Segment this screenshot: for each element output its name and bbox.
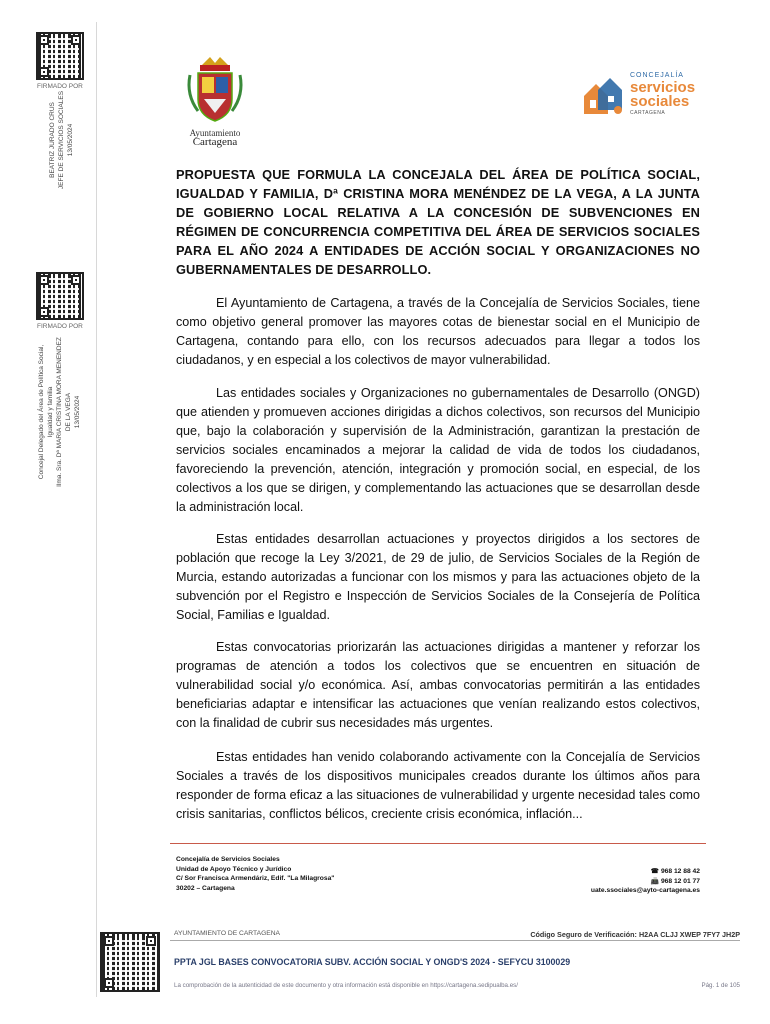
- concejalia-logo: [582, 72, 712, 122]
- signer-1-block: BEATRIZ JURADO CRUS JEFE DE SERVICIOS SOCIALES 13/05/2024: [49, 90, 74, 190]
- paragraph-3: Estas entidades desarrollan actuaciones y proyectos dirigidos a los sectores de población que recoge la Ley 3/2021, de 29 de julio, de Servicios Sociales de la Región de Murcia, estando autorizadas a funcionar con los mismos y para las actuaciones objeto de la subvención por el Registro e Inspección de Servicios Sociales de la Consejería de Política Social, Familias e Igualdad.: [176, 532, 700, 622]
- concejalia-small-label: CONCEJALÍA: [630, 72, 684, 79]
- footer-contact: [591, 867, 700, 896]
- verification-code: Código Seguro de Verificación: H2AA CLJJ XWEP 7FY7 JH2P: [530, 930, 740, 939]
- paragraph-2: Las entidades sociales y Organizaciones no gubernamentales de Desarrollo (ONGD) que atienden y promueven acciones dirigidas a dichos colectivos, son recursos del Municipio que, bajo la colaboración y supervisión de la Administración, garantizan la prestación de servicios sociales encaminados a mejorar la calidad de vida de todos los ciudadanos, favoreciendo la prevención, atención, integración y promoción social, en especial, de los colectivos a los que se dirigen, y complementando las actuaciones que se desarrollan desde la administración local.: [176, 386, 700, 514]
- ayuntamiento-label-1: Ayuntamiento: [189, 128, 241, 138]
- page-number: Pág. 1 de 105: [701, 982, 740, 989]
- concejalia-city: CARTAGENA: [630, 110, 666, 116]
- contact-email[interactable]: uate.ssociales@ayto-cartagena.es: [590, 887, 700, 894]
- paragraph-5: Estas entidades han venido colaborando activamente con la Concejalía de Servicios Sociales a través de los dispositivos municipales creados durante los últimos años para responder de forma eficaz a las situaciones de vulnerabilidad y urgente necesidad tales como crisis sanitarias, conflictos bélicos, creciente crisis económica, inflación...: [176, 750, 700, 821]
- paragraph-4: Estas convocatorias priorizarán las actuaciones dirigidas a mantener y reforzar los programas de atención a todos los colectivos que se encuentren en situación de vulnerabilidad social y/o económica. Así, ambas convocatorias permitirán a las entidades beneficiarias adaptar e intensificar las actuaciones que venían realizando estos colectivos, con la finalidad de cubrir sus necesidades más urgentes.: [176, 640, 700, 730]
- signature-qr-code-1: [36, 32, 84, 80]
- footer-address: Concejalía de Servicios Sociales Unidad de Apoyo Técnico y Jurídico C/ Sor Francisca Armendáriz, Edif. "La Milagrosa" 30202 – Cartagena: [176, 856, 335, 892]
- houses-logo-icon: [582, 72, 626, 116]
- document-title: PROPUESTA QUE FORMULA LA CONCEJALA DEL ÁREA DE POLÍTICA SOCIAL, IGUALDAD Y FAMILIA, Dª CRISTINA MORA MENÉNDEZ DE LA VEGA, A LA JUNTA DE GOBIERNO LOCAL RELATIVA A LA CONCESIÓN DE SUBVENCIONES EN RÉGIMEN DE CONCURRENCIA COMPETITIVA DEL ÁREA DE SERVICIOS SOCIALES PARA EL AÑO 2024 A ENTIDADES DE ACCIÓN SOCIAL Y ORGANIZACIONES NO GUBERNAMENTALES DE DESARROLLO.: [176, 167, 700, 277]
- signature-qr-code-2: [36, 272, 84, 320]
- concejalia-line2: sociales: [630, 93, 690, 110]
- fax-number: 968 12 01 77: [660, 877, 700, 885]
- organization-name: AYUNTAMIENTO DE CARTAGENA: [174, 930, 281, 937]
- document-reference: PPTA JGL BASES CONVOCATORIA SUBV. ACCIÓN SOCIAL Y ONGD'S 2024 - SEFYCU 3100029: [174, 957, 571, 967]
- signed-by-label-1: FIRMADO POR: [37, 83, 83, 90]
- footer-divider: [170, 843, 706, 844]
- phone-number: 968 12 88 42: [660, 868, 700, 875]
- coat-of-arms-icon: [180, 55, 250, 123]
- ayuntamiento-label-2: Cartagena: [192, 136, 238, 148]
- margin-divider: [96, 22, 97, 997]
- ayuntamiento-logo: [180, 55, 250, 148]
- signer-2-block: Concejal Delegado del Área de Política Social, Igualdad y familia Ilma. Sra. Dª MARIA CRISTINA MORA MENENDEZ DE LA VEGA 13/05/2024: [38, 337, 81, 487]
- paragraph-1: El Ayuntamiento de Cartagena, a través de la Concejalía de Servicios Sociales, tiene como objetivo general promover las mayores cotas de bienestar social en el Municipio de Cartagena, contando para ello, con los recursos adecuados para llegar a todos los ciudadanos, y en especial a los colectivos de mayor vulnerabilidad.: [176, 296, 700, 367]
- phone-icon: ☎: [650, 868, 661, 875]
- verification-notice[interactable]: La comprobación de la autenticidad de este documento y otra información está disponible en https://cartagena.sedipualba.es/: [174, 982, 518, 989]
- signed-by-label-2: FIRMADO POR: [37, 323, 83, 330]
- bottom-divider: [170, 940, 740, 941]
- concejalia-line1: servicios: [630, 79, 696, 96]
- verification-qr-code: [100, 932, 160, 992]
- fax-icon: 📠: [650, 877, 661, 885]
